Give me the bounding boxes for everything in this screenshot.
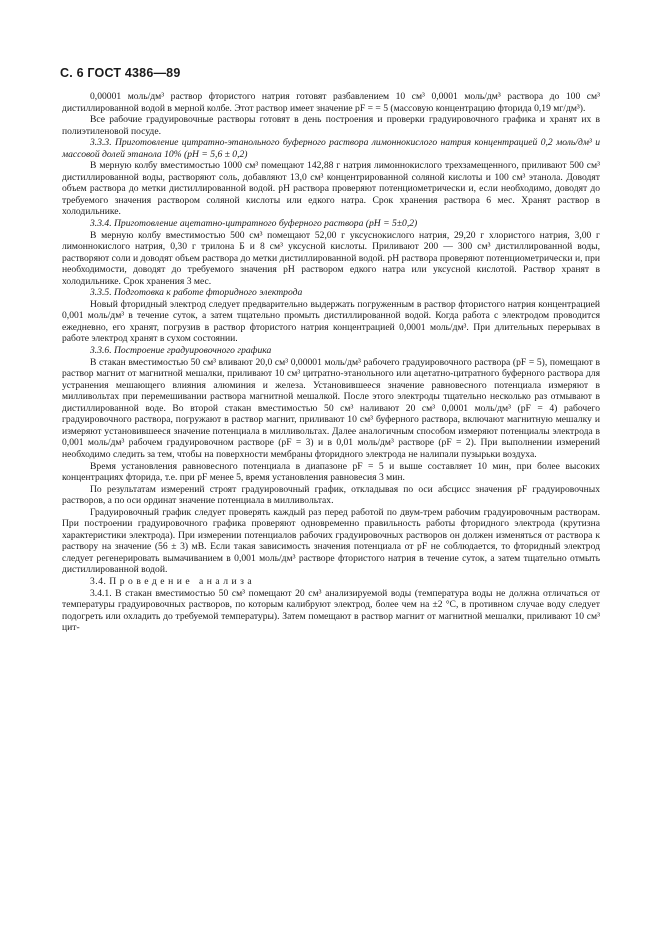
section-number: 3.4. (90, 575, 107, 587)
paragraph-equilibrium-time: Время установления равновесного потенциала в диапазоне pF = 5 и выше составляет 10 мин, при более высоких концентрациях фторида, т.е. при pF менее 5, время установления равновесия 3 мин. (62, 460, 600, 484)
subheading-3-3-4: 3.3.4. Приготовление ацетатно-цитратного буферного раствора (pH = 5±0,2) (90, 218, 418, 230)
subheading-3-3-5: 3.3.5. Подготовка к работе фторидного электрода (90, 287, 303, 299)
subheading-3-3-6: 3.3.6. Построение градуировочного графика (90, 345, 272, 357)
subheading-3-3-3: 3.3.3. Приготовление цитратно-этанольного буферного раствора лимоннокислого натрия концентрацией 0,2 моль/дм³ и массовой долей этанола 10% (pH = 5,6 ± 0,2) (62, 137, 600, 160)
section-title: Проведение анализа (109, 575, 256, 587)
page-header: С. 6 ГОСТ 4386—89 (60, 66, 181, 80)
section-heading-3-4 (62, 576, 600, 588)
document-body (62, 91, 600, 634)
paragraph-graph-verification: Градуировочный график следует проверять каждый раз перед работой по двум-трем рабочим градуировочным растворам. При построении градуировочного графика проверяют одновременно правильность работы фторидного электрода (крутизна характеристики электрода). При измерении потенциалов рабочих градуировочных растворов он должен изменяться от раствора к раствору на значение (56 ± 3) мВ. Если такая зависимость значения потенциала от pF не соблюдается, то фторидный электрод следует регенерировать вымачиванием в 0,001 моль/дм³ растворе фтористого натрия в течение суток, а затем тщательно отмыть дистиллированной водой. (62, 506, 600, 576)
paragraph-acetate-buffer: В мерную колбу вместимостью 500 см³ помещают 52,00 г уксуснокислого натрия, 29,20 г хлористого натрия, 3,00 г лимоннокислого натрия, 0,30 г трилона Б и 8 см³ уксусной кислоты. Приливают 200 — 300 см³ дистиллированной воды, растворяют соли и доводят объем раствора до метки дистиллированной водой. pH раствора проверяют потенциометрически и, при необходимости, доводят до требуемого значения pH раствором едкого натра или уксусной кислотой. Раствор хранят в холодильнике. Срок хранения 3 мес. (62, 229, 600, 287)
paragraph-dilution: 0,00001 моль/дм³ раствор фтористого натрия готовят разбавлением 10 см³ 0,0001 моль/дм³ раствора до 100 см³ дистиллированной водой в мерной колбе. Этот раствор имеет значение pF = = 5 (массовую концентрацию фторида 0,19 мг/дм³). (62, 91, 600, 114)
paragraph-graph-construction: По результатам измерений строят градуировочный график, откладывая по оси абсцисс значения pF градуировочных растворов, а по оси ординат значение потенциала в милливольтах. (62, 483, 600, 507)
paragraph-citrate-buffer: В мерную колбу вместимостью 1000 см³ помещают 142,88 г натрия лимоннокислого трехзамещенного, приливают 500 см³ дистиллированной воды, растворяют соль, добавляют 13,0 см³ концентрированной соляной кислоты и 100 см³ этанола. Доводят объем раствора до метки дистиллированной водой. pH раствора проверяют потенциометрически и, если необходимо, доводят до требуемого значения раствором соляной кислоты или едкого натра. Срок хранения раствора 6 мес. Хранят раствор в холодильнике. (62, 160, 600, 218)
paragraph-storage: Все рабочие градуировочные растворы готовят в день построения и проверки градуировочного графика и хранят их в полиэтиленовой посуде. (62, 114, 600, 137)
paragraph-3-4-1: 3.4.1. В стакан вместимостью 50 см³ помещают 20 см³ анализируемой воды (температура воды не должна отличаться от температуры градуировочных растворов, по которым калибруют электрод, более чем на ±2 °С, в противном случае воду следует подогреть или охладить до требуемой температуры). Затем помещают в раствор магнит от магнитной мешалки, приливают 10 см³ цит- (62, 587, 600, 634)
paragraph-calibration-procedure: В стакан вместимостью 50 см³ вливают 20,0 см³ 0,00001 моль/дм³ рабочего градуировочного раствора (pF = 5), помещают в раствор магнит от магнитной мешалки, приливают 10 см³ цитратно-этанольного или ацетатно-цитратного буферного раствора для устранения мешающего влияния алюминия и железа. Установившееся значение равновесного потенциала измеряют в милливольтах при перемешивании раствора магнитной мешалкой. После этого электроды тщательно несколько раз отмывают в дистиллированной воде. Во второй стакан вместимостью 50 см³ наливают 20 см³ 0,0001 моль/дм³ (pF = 4) рабочего градуировочного раствора, погружают в раствор магнит, приливают 10 см³ буферного раствора, включают магнитную мешалку и измеряют установившееся значение потенциала в милливольтах. Далее аналогичным способом измеряют потенциалы электрода в 0,001 моль/дм³ рабочем градуировочном растворе (pF = 3) и в 0,01 моль/дм³ растворе (pF = 2). При выполнении измерений необходимо следить за тем, чтобы на поверхности мембраны фторидного электрода не налипали пузырьки воздуха. (62, 356, 600, 460)
paragraph-electrode-prep: Новый фторидный электрод следует предварительно выдержать погруженным в раствор фтористого натрия концентрацией 0,001 моль/дм³ в течение суток, а затем тщательно промыть дистиллированной водой. Когда работа с электродом проводится ежедневно, его хранят, погрузив в раствор фтористого натрия концентрацией 0,0001 моль/дм³. При длительных перерывах в работе электрод хранят в сухом состоянии. (62, 298, 600, 345)
